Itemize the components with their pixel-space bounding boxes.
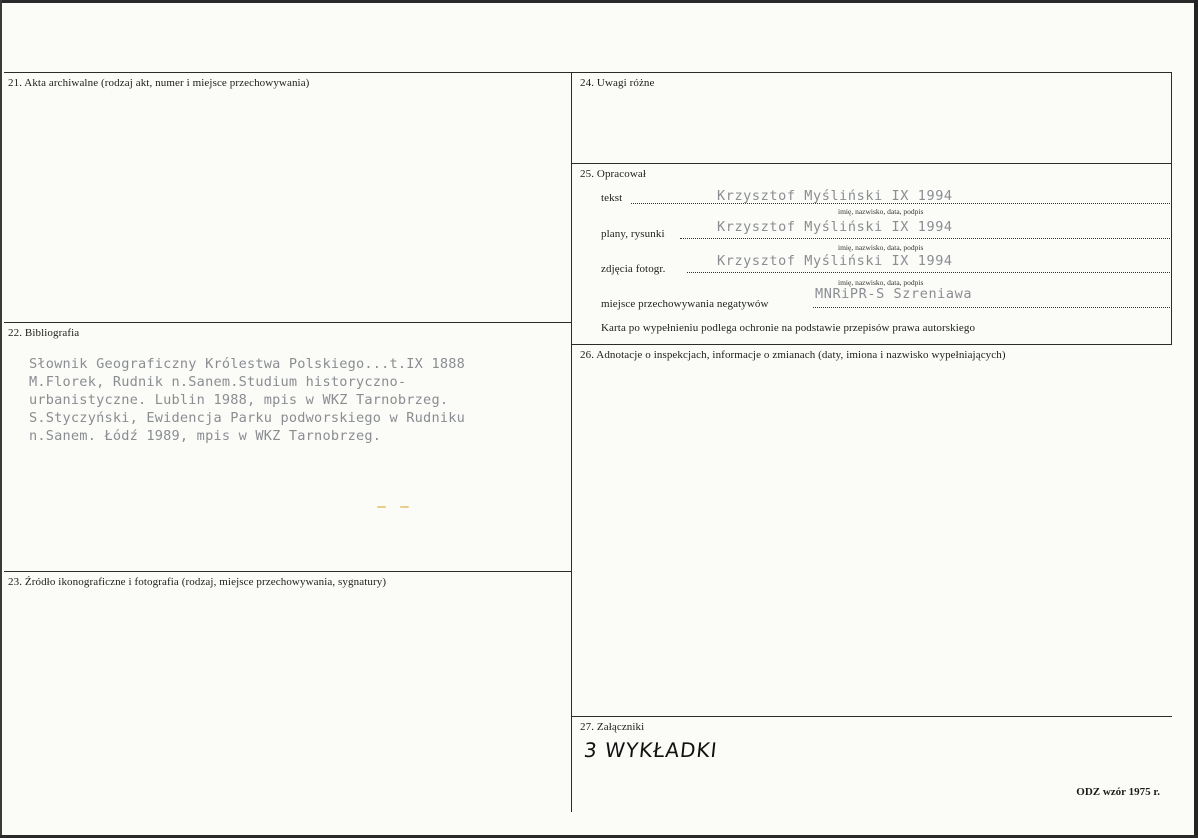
negatywy-value: MNRiPR-S Szreniawa — [815, 286, 973, 302]
section-24-label: 24. Uwagi różne — [580, 77, 655, 89]
plany-line — [680, 238, 1172, 239]
bibliography-text — [29, 355, 465, 445]
section-26-label: 26. Adnotacje o inspekcjach, informacje o zmianach (daty, imiona i nazwisko wypełniających) — [580, 349, 1006, 361]
bibliography-line: S.Styczyński, Ewidencja Parku podworskiego w Rudniku — [29, 410, 465, 426]
section-23-label: 23. Źródło ikonograficzne i fotografia (rodzaj, miejsce przechowywania, sygnatury) — [8, 576, 387, 588]
rule-26-27 — [571, 716, 1172, 717]
right-border-upper — [1171, 72, 1172, 345]
rule-22-23 — [4, 571, 571, 572]
column-divider — [571, 72, 572, 812]
paper-stain — [377, 506, 386, 508]
plany-caption: imię, nazwisko, data, podpis — [838, 243, 924, 252]
section-21-label: 21. Akta archiwalne (rodzaj akt, numer i miejsce przechowywania) — [8, 77, 310, 89]
zdjecia-caption: imię, nazwisko, data, podpis — [838, 278, 924, 287]
bibliography-line: urbanistyczne. Lublin 1988, mpis w WKZ Tarnobrzeg. — [29, 392, 449, 408]
copyright-note: Karta po wypełnieniu podlega ochronie na podstawie przepisów prawa autorskiego — [601, 322, 976, 334]
paper-stain — [400, 506, 409, 508]
section-27-label: 27. Załączniki — [580, 721, 645, 733]
bibliography-line: M.Florek, Rudnik n.Sanem.Studium historyczno- — [29, 374, 407, 390]
zdjecia-line — [687, 272, 1172, 273]
tekst-caption: imię, nazwisko, data, podpis — [838, 207, 924, 216]
section-22-label: 22. Bibliografia — [8, 327, 80, 339]
tekst-label: tekst — [601, 192, 623, 204]
section-25-label: 25. Opracował — [580, 168, 647, 180]
zdjecia-label: zdjęcia fotogr. — [601, 263, 666, 275]
top-rule — [4, 72, 1172, 73]
zdjecia-value: Krzysztof Myśliński IX 1994 — [717, 253, 953, 269]
page-edge-right — [1194, 0, 1198, 838]
rule-24-25 — [571, 163, 1172, 164]
tekst-value: Krzysztof Myśliński IX 1994 — [717, 188, 953, 204]
attachments-handwritten: 3 WYKŁADKI — [582, 738, 719, 762]
rule-21-22 — [4, 322, 571, 323]
bibliography-line: Słownik Geograficzny Królestwa Polskiego...t.IX 1888 — [29, 356, 465, 372]
page-edge-top — [0, 0, 1198, 3]
bibliography-line: n.Sanem. Łódź 1989, mpis w WKZ Tarnobrzeg. — [29, 428, 382, 444]
negatywy-line — [813, 307, 1172, 308]
page-edge-left — [0, 0, 2, 838]
plany-value: Krzysztof Myśliński IX 1994 — [717, 219, 953, 235]
plany-label: plany, rysunki — [601, 228, 665, 240]
negatywy-label: miejsce przechowywania negatywów — [601, 298, 769, 310]
rule-25-26 — [571, 344, 1172, 345]
form-footer: ODZ wzór 1975 r. — [1076, 786, 1160, 798]
